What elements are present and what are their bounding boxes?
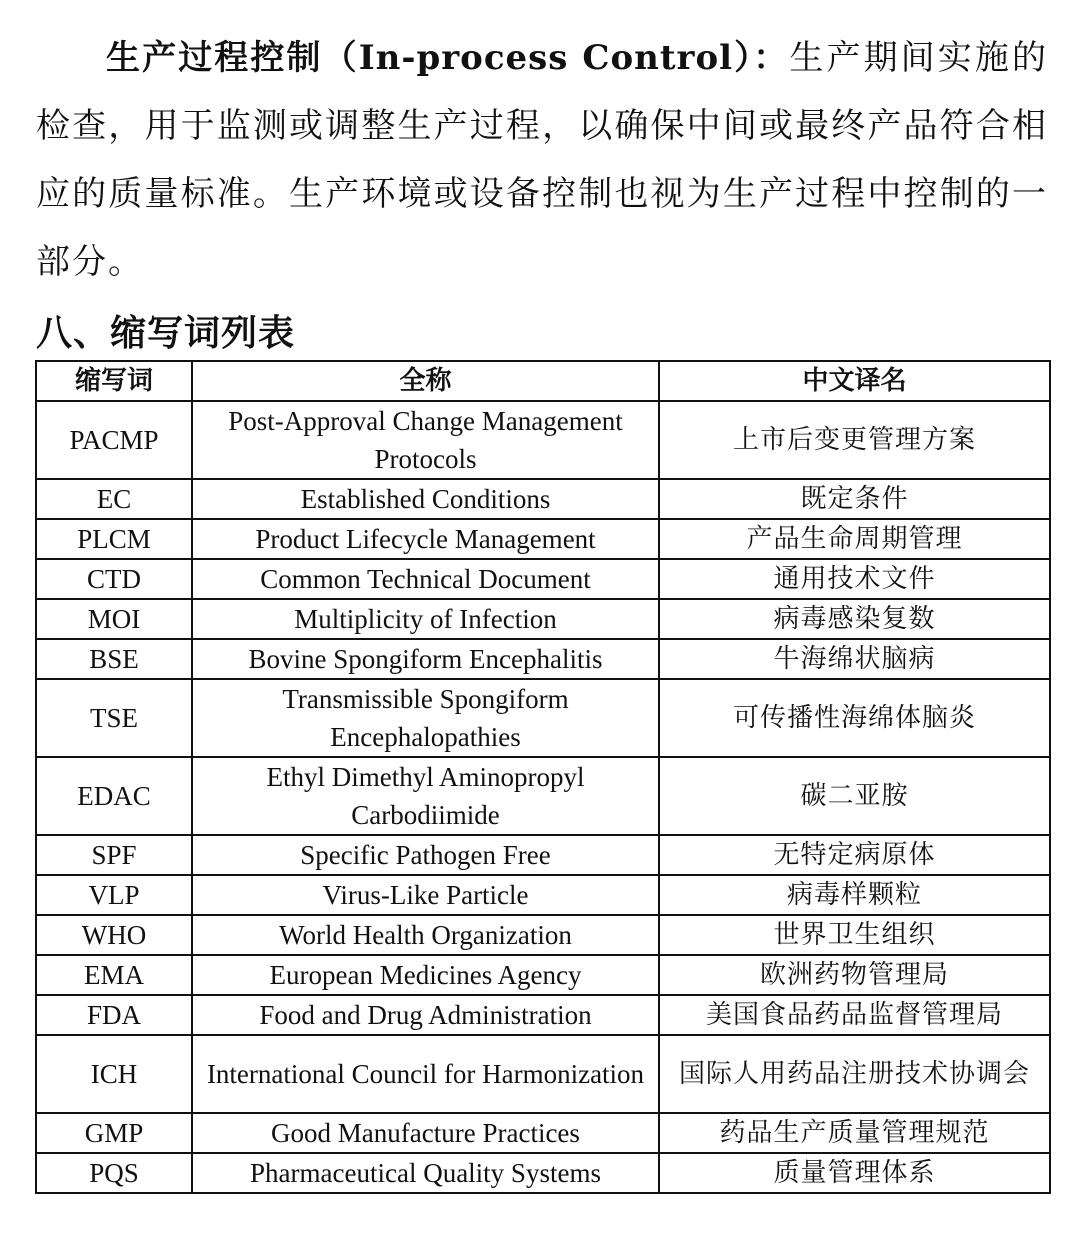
cell-full: Ethyl Dimethyl Aminopropyl Carbodiimide — [192, 757, 659, 835]
cell-cn: 产品生命周期管理 — [659, 519, 1050, 559]
cell-full: Post-Approval Change Management Protocols — [192, 401, 659, 479]
table-row — [36, 639, 1050, 679]
table-row — [36, 995, 1050, 1035]
cell-cn: 碳二亚胺 — [659, 757, 1050, 835]
cell-cn: 病毒样颗粒 — [659, 875, 1050, 915]
cell-abbr: CTD — [36, 559, 192, 599]
cell-cn: 无特定病原体 — [659, 835, 1050, 875]
cell-abbr: ICH — [36, 1035, 192, 1113]
cell-cn: 通用技术文件 — [659, 559, 1050, 599]
table-row — [36, 559, 1050, 599]
cell-cn: 上市后变更管理方案 — [659, 401, 1050, 479]
cell-cn: 既定条件 — [659, 479, 1050, 519]
cell-abbr: TSE — [36, 679, 192, 757]
cell-abbr: WHO — [36, 915, 192, 955]
table-row — [36, 1113, 1050, 1153]
cell-cn: 世界卫生组织 — [659, 915, 1050, 955]
table-row — [36, 757, 1050, 835]
cell-abbr: PQS — [36, 1153, 192, 1193]
cell-full: Specific Pathogen Free — [192, 835, 659, 875]
cell-cn: 病毒感染复数 — [659, 599, 1050, 639]
table-row — [36, 479, 1050, 519]
abbreviation-table — [35, 360, 1051, 1194]
table-row — [36, 679, 1050, 757]
definition-term: 生产过程控制（In-process Control）： — [106, 38, 790, 78]
cell-cn: 药品生产质量管理规范 — [659, 1113, 1050, 1153]
table-row — [36, 955, 1050, 995]
cell-full: Pharmaceutical Quality Systems — [192, 1153, 659, 1193]
cell-full: Transmissible Spongiform Encephalopathies — [192, 679, 659, 757]
cell-abbr: EMA — [36, 955, 192, 995]
header-full: 全称 — [192, 361, 659, 401]
header-cn: 中文译名 — [659, 361, 1050, 401]
cell-abbr: PLCM — [36, 519, 192, 559]
cell-full: Established Conditions — [192, 479, 659, 519]
cell-cn: 欧洲药物管理局 — [659, 955, 1050, 995]
cell-abbr: SPF — [36, 835, 192, 875]
cell-cn: 牛海绵状脑病 — [659, 639, 1050, 679]
cell-full: Virus-Like Particle — [192, 875, 659, 915]
table-row — [36, 1035, 1050, 1113]
cell-cn: 可传播性海绵体脑炎 — [659, 679, 1050, 757]
table-row — [36, 519, 1050, 559]
cell-abbr: EC — [36, 479, 192, 519]
table-row — [36, 915, 1050, 955]
cell-cn: 国际人用药品注册技术协调会 — [659, 1035, 1050, 1113]
cell-full: Food and Drug Administration — [192, 995, 659, 1035]
cell-full: World Health Organization — [192, 915, 659, 955]
cell-abbr: GMP — [36, 1113, 192, 1153]
cell-full: International Council for Harmonization — [192, 1035, 659, 1113]
table-row — [36, 401, 1050, 479]
cell-abbr: VLP — [36, 875, 192, 915]
table-row — [36, 599, 1050, 639]
cell-abbr: MOI — [36, 599, 192, 639]
cell-abbr: EDAC — [36, 757, 192, 835]
cell-cn: 质量管理体系 — [659, 1153, 1050, 1193]
cell-abbr: PACMP — [36, 401, 192, 479]
table-row — [36, 1153, 1050, 1193]
cell-full: Good Manufacture Practices — [192, 1113, 659, 1153]
cell-full: Multiplicity of Infection — [192, 599, 659, 639]
cell-cn: 美国食品药品监督管理局 — [659, 995, 1050, 1035]
table-row — [36, 875, 1050, 915]
header-abbr: 缩写词 — [36, 361, 192, 401]
cell-full: Bovine Spongiform Encephalitis — [192, 639, 659, 679]
cell-full: European Medicines Agency — [192, 955, 659, 995]
table-header-row — [36, 361, 1050, 401]
cell-full: Product Lifecycle Management — [192, 519, 659, 559]
cell-abbr: BSE — [36, 639, 192, 679]
cell-abbr: FDA — [36, 995, 192, 1035]
definition-paragraph — [36, 24, 1048, 296]
cell-full: Common Technical Document — [192, 559, 659, 599]
table-row — [36, 835, 1050, 875]
section-title: 八、缩写词列表 — [36, 312, 296, 354]
definition-text: 生产期间实施的检查，用于监测或调整生产过程，以确保中间或最终产品符合相应的质量标准。生产环境或设备控制也视为生产过程中控制的一部分。 — [36, 38, 1048, 282]
